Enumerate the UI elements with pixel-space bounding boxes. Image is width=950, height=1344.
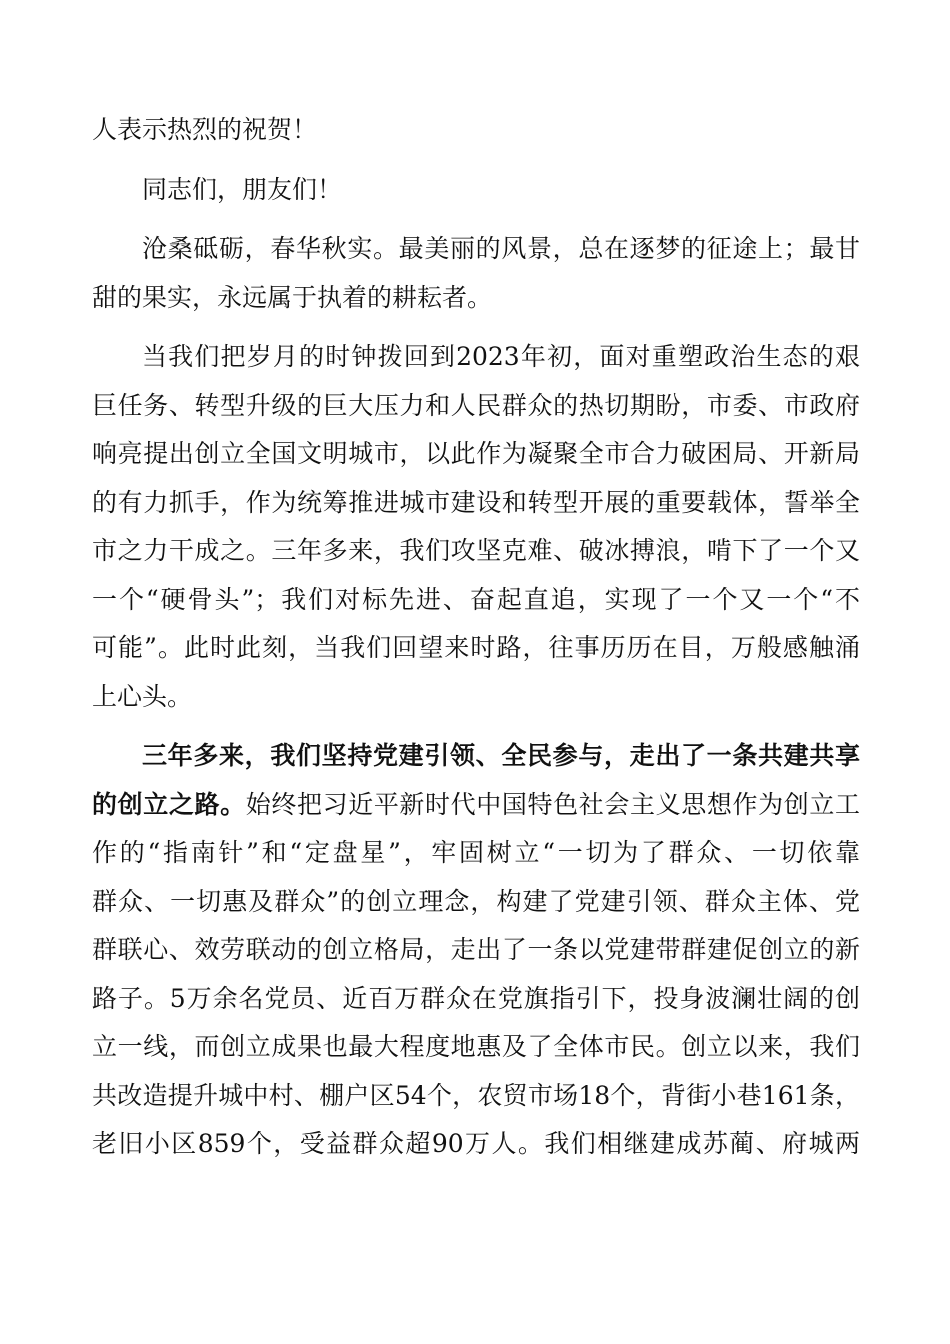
text-line: 路子。5万余名党员、近百万群众在党旗指引下，投身波澜壮阔的创: [92, 983, 860, 1013]
paragraph-3: [92, 225, 860, 322]
text-line: 上心头。: [92, 681, 193, 711]
text-line: 沧桑砥砺，春华秋实。最美丽的风景，总在逐梦的征途上；最甘: [142, 234, 860, 263]
text-line: 群联心、效劳联动的创立格局，走出了一条以党建带群建促创立的新: [92, 935, 860, 964]
text-line: 当我们把岁月的时钟拨回到2023年初，面对重塑政治生态的艰: [142, 342, 860, 371]
bold-heading-line: 三年多来，我们坚持党建引领、全民参与，走出了一条共建共享: [142, 741, 860, 770]
paragraph-5: [92, 732, 860, 1169]
bold-heading-line: 的创立之路。: [92, 789, 246, 819]
text-line: 的有力抓手，作为统筹推进城市建设和转型开展的重要载体，誓举全: [92, 487, 860, 517]
text-line: 立一线，而创立成果也最大程度地惠及了全体市民。创立以来，我们: [92, 1032, 860, 1061]
text-line: 一个“硬骨头”；我们对标先进、奋起直追，实现了一个又一个“不: [92, 584, 860, 614]
text-line: 响亮提出创立全国文明城市，以此作为凝聚全市合力破困局、开新局: [92, 439, 860, 468]
text-line: 人表示热烈的祝贺！: [92, 115, 318, 144]
text-line: 可能”。此时此刻，当我们回望来时路，往事历历在目，万般感触涌: [92, 633, 860, 662]
text-line: 巨任务、转型升级的巨大压力和人民群众的热切期盼，市委、市政府: [92, 390, 860, 420]
text-line: 群众、一切惠及群众”的创立理念，构建了党建引领、群众主体、党: [92, 886, 860, 916]
paragraph-4: [92, 333, 860, 721]
text-line: 同志们，朋友们！: [142, 174, 343, 204]
text-line: 市之力干成之。三年多来，我们攻坚克难、破冰搏浪，啃下了一个又: [92, 536, 860, 565]
text-line: 共改造提升城中村、棚户区54个，农贸市场18个，背街小巷161条，: [92, 1080, 860, 1110]
text-line: 甜的果实，永远属于执着的耕耘者。: [92, 282, 493, 312]
paragraph-2: [92, 166, 860, 215]
text-line: 老旧小区859个，受益群众超90万人。我们相继建成苏蔺、府城两: [92, 1129, 860, 1158]
paragraph-1: [92, 106, 860, 155]
text-line: 始终把习近平新时代中国特色社会主义思想作为创立工: [245, 789, 860, 819]
document-body: [92, 106, 860, 1169]
text-line: 作的“指南针”和“定盘星”，牢固树立“一切为了群众、一切依靠: [92, 838, 860, 867]
